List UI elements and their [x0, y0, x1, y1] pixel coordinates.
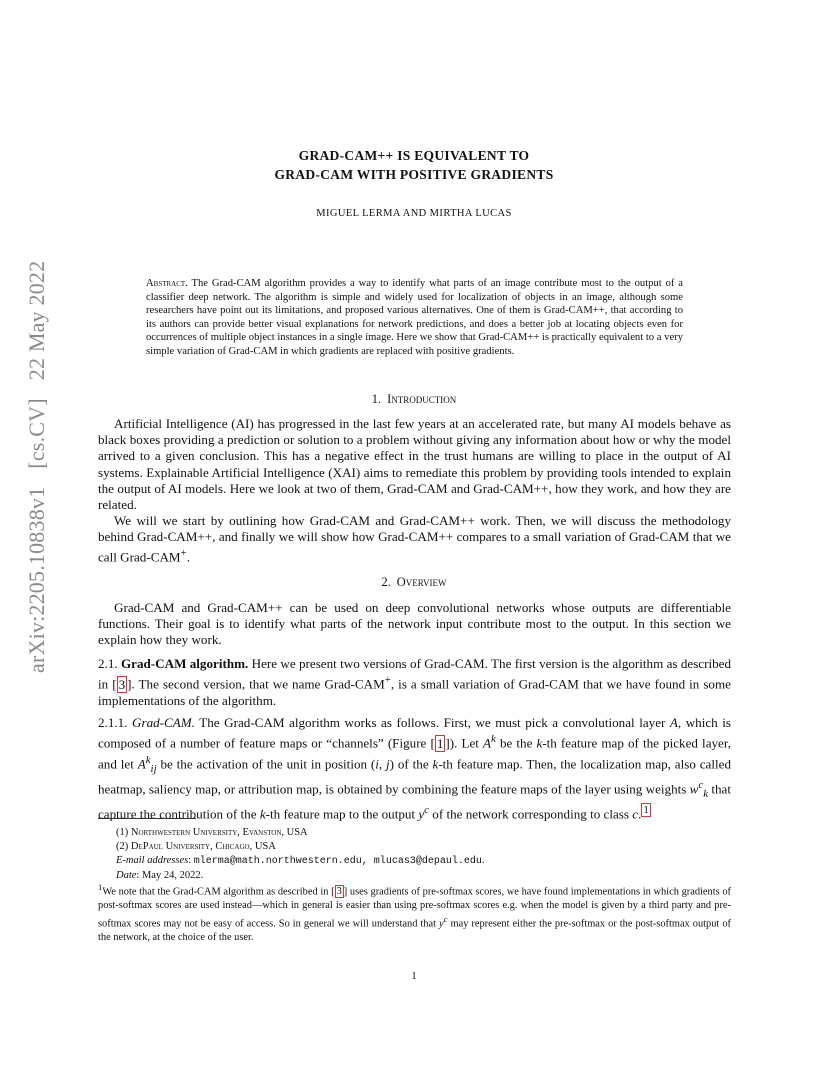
email-line: E-mail addresses: mlerma@math.northwestern.edu, mlucas3@depaul.edu.: [116, 855, 485, 867]
affiliation-number: (1): [116, 827, 129, 838]
arxiv-category: [cs.CV]: [24, 398, 49, 469]
math: k: [259, 806, 266, 822]
math: y: [418, 806, 425, 822]
math: y: [439, 918, 444, 930]
math: i: [375, 756, 379, 772]
page-number: 1: [411, 971, 417, 982]
citation-link[interactable]: 3: [336, 886, 342, 898]
footnote-mark: 1: [98, 882, 103, 892]
intro-paragraph-1: Artificial Intelligence (AI) has progressed in the last few years at an accelerated rate, but many AI models behave as black boxes providing a prediction or solution to a problem without giving any information about how or why the model arrived to a given conclusion. This has a negative effect in the trust humans are willing to place in the output of AI systems. Explainable Artificial Intelligence (XAI) aims to remediate this problem by providing tools intended to explain the output of AI models. Here we look at two of them, Grad-CAM and Grad-CAM++, how they work, and how they are related.: [98, 416, 731, 513]
math: c: [632, 806, 639, 822]
plus-superscript: +: [180, 547, 187, 560]
math: k: [536, 735, 543, 751]
math: A: [669, 715, 678, 730]
section-title: Overview: [396, 575, 447, 589]
affiliations: [116, 826, 731, 883]
subsection-title: Grad-CAM algorithm.: [120, 656, 249, 671]
math-sub: ij: [150, 762, 157, 775]
authors: MIGUEL LERMA AND MIRTHA LUCAS: [316, 208, 512, 219]
math-sup: c: [443, 913, 448, 924]
math-sup: c: [698, 778, 704, 791]
paper-title: [96, 146, 732, 184]
date-line: Date: May 24, 2022.: [116, 870, 204, 881]
footnote-link[interactable]: 1: [643, 804, 649, 817]
footnote-rule: [98, 818, 196, 819]
footnote-text: may represent either the pre-softmax or the post-softmax output of the network, at the choice of the user.: [98, 918, 731, 943]
subsection-2-1: 2.1. Grad-CAM algorithm. Here we present two versions of Grad-CAM. The first version is the algorithm as described in [ 3 ]. The second version, that we name Grad-CAM+, is a small variation of Grad-CAM that we have found in some implementations of the algorithm.: [98, 656, 731, 708]
arxiv-date: 22 May 2022: [24, 260, 49, 381]
math-sup: k: [145, 753, 151, 766]
affiliation-text: DePaul University, Chicago, USA: [130, 841, 276, 852]
abstract: [146, 277, 683, 358]
math: k: [432, 756, 439, 772]
footnote-text: uses gradients of pre-softmax scores, we have found implementations in which gradients of post-softmax scores are used instead—which in general is easier than using pre-softmax scores e.g. when the model is given by a third party and pre-softmax scores may not be easy of access. So in general we will understand that: [98, 886, 732, 930]
text: be the activation of the unit in position (: [156, 756, 376, 772]
math: w: [689, 781, 699, 797]
overview-paragraph: Grad-CAM and Grad-CAM++ can be used on deep convolutional networks whose outputs are differentiable functions. Their goal is to identify what parts of the network input contribute most to the output. In this section we explain how they work.: [98, 600, 731, 648]
title-line-2: GRAD-CAM WITH POSITIVE GRADIENTS: [274, 167, 554, 182]
section-number: 1.: [371, 392, 382, 406]
subsubsection-title: Grad-CAM.: [132, 715, 195, 730]
text: , which is composed of a number of feature maps or “channels” (Figure: [98, 715, 731, 751]
subsection-number: 2.1.: [98, 656, 118, 671]
footnote-1: $^1$We note that the Grad-CAM algorithm as described in [ 3 ] uses gradients of pre-softmax scores, we have found implementations in which gradients of post-softmax scores are used instead—which in general is easier than using pre-softmax scores e.g. when the model is given by a third party and pre-softmax scores may not be easy of access. So in general we will understand that $y^c$ may represent either the pre-softmax or the post-softmax output of the network, at the choice of the user.: [98, 882, 732, 943]
math-sub: k: [703, 787, 709, 800]
text: ). Let: [449, 735, 484, 751]
figure-link[interactable]: 1: [436, 735, 444, 751]
subsection-2-1-1: 2.1.1. Grad-CAM. The Grad-CAM algorithm works as follows. First, we must pick a convolutional layer A, which is composed of a number of feature maps or “channels” (Figure [ 1 ]). Let $A^k$ be the k-th feature map of the picked layer, and let $A^k_{ij}$ be the activation of the unit in position (i, j) of the k-th feature map. Then, the localization map, also called heatmap, saliency map, or attribution map, is obtained by combining the feature maps of the layer using weights $w^c_k$ that capture the contribution of the k-th feature map to the output $y^c$ of the network corresponding to class c. $^1$: [98, 715, 731, 822]
math-sup: c: [424, 804, 429, 817]
math: A: [483, 735, 492, 751]
subsection-text-2: . The second version, that we name Grad-CAM: [131, 676, 385, 692]
affiliation-number: (2): [116, 841, 129, 852]
text: be the: [495, 735, 537, 751]
arxiv-stamp: [24, 260, 50, 673]
text: -th feature map of the picked layer, and let: [98, 735, 731, 772]
intro-p2-end: .: [186, 549, 190, 565]
title-line-1: GRAD-CAM++ IS EQUIVALENT TO: [298, 148, 530, 163]
email-label: E-mail addresses: [116, 855, 189, 866]
date-label: Date: [116, 870, 137, 881]
text: -th feature map. Then, the localization map, also called heatmap, saliency map, or attribution map, is obtained by combining the feature maps of the layer using weights: [98, 756, 731, 797]
text: -th feature map to the output: [265, 806, 419, 822]
section-heading-overview: [96, 575, 732, 590]
affiliation-2: [116, 840, 731, 854]
affiliation-text: Northwestern University, Evanston, USA: [130, 827, 308, 838]
text: ) of the: [389, 756, 433, 772]
abstract-text: The Grad-CAM algorithm provides a way to identify what parts of an image contribute most to the output of a classifier deep network. The algorithm is simple and widely used for localization of objects in an image, although some researchers have point out its limitations, and proposed various alternatives. One of them is Grad-CAM++, that according to its authors can provide better visual explanations for network predictions, and does a better job at locating objects even for occurrences of multiple object instances in a single image. Here we show that Grad-CAM++ is practically equivalent to a very simple variation of Grad-CAM in which gradients are replaced with positive gradients.: [146, 278, 683, 357]
text: ,: [378, 756, 387, 772]
affiliation-1: [116, 826, 731, 840]
subsection-text-3: , is a small variation of Grad-CAM that we have found in some implementations of the algorithm.: [98, 676, 731, 708]
section-number: 2.: [381, 575, 391, 589]
intro-paragraph-2: [98, 513, 731, 566]
section-title: Introduction: [387, 392, 457, 406]
text: that capture the contribution of the: [98, 781, 731, 822]
citation-link[interactable]: 3: [118, 676, 126, 692]
footnote-text: We note that the Grad-CAM algorithm as described in: [102, 886, 332, 898]
text: .: [638, 806, 642, 822]
math-sup: k: [491, 733, 496, 746]
date-value: May 24, 2022.: [141, 870, 204, 881]
section-heading-introduction: [96, 392, 732, 407]
plus-superscript: +: [384, 674, 391, 687]
text: of the network corresponding to class: [429, 806, 633, 822]
math: A: [137, 756, 146, 772]
email-addresses[interactable]: mlerma@math.northwestern.edu, mlucas3@depaul.edu: [193, 856, 482, 867]
arxiv-id: arXiv:2205.10838v1: [24, 486, 49, 673]
text: The Grad-CAM algorithm works as follows. First, we must pick a convolutional layer: [199, 715, 670, 730]
intro-p2-text: We will we start by outlining how Grad-CAM and Grad-CAM++ work. Then, we will discuss the methodology behind Grad-CAM++, and finally we will show how Grad-CAM++ compares to a small variation of Grad-CAM that we call Grad-CAM: [98, 513, 731, 565]
subsection-text-1: Here we present two versions of Grad-CAM. The first version is the algorithm as described in: [98, 656, 731, 692]
math: j: [386, 756, 390, 772]
abstract-label: Abstract.: [146, 278, 188, 289]
subsubsection-number: 2.1.1.: [98, 715, 128, 730]
